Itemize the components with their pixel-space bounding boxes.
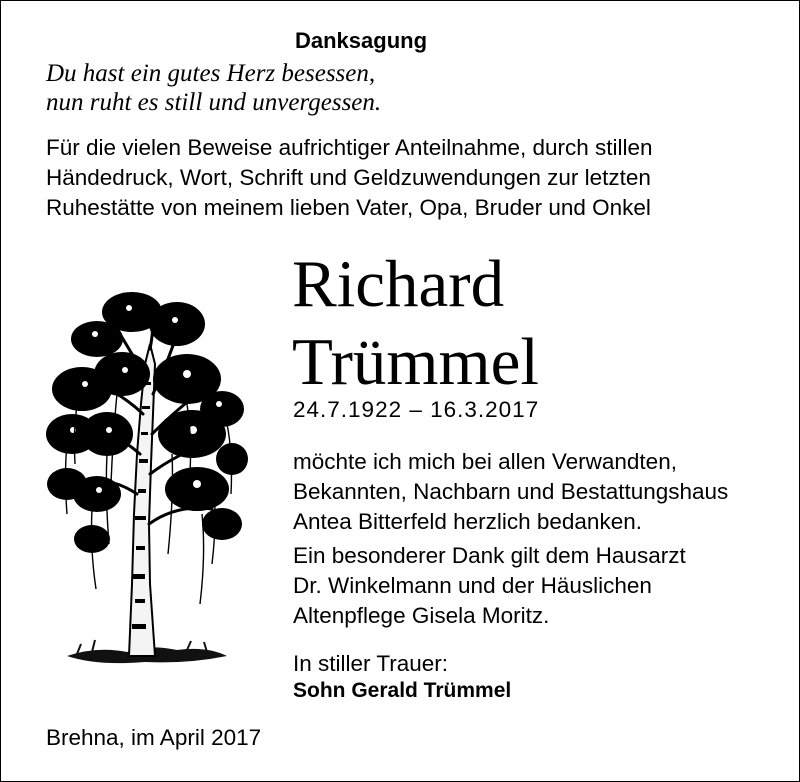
intro-line: Ruhestätte von meinem lieben Vater, Opa, Bruder und Onkel [46, 195, 651, 220]
poem [46, 59, 381, 117]
place-and-date: Brehna, im April 2017 [46, 725, 262, 750]
notice-heading: Danksagung [295, 28, 428, 53]
thanks-line: Bekannten, Nachbarn und Bestattungshaus [293, 479, 729, 504]
special-thanks-line: Altenpflege Gisela Moritz. [293, 603, 550, 628]
thanks-line: möchte ich mich bei allen Verwandten, [293, 449, 677, 474]
last-name: Trümmel [292, 325, 539, 399]
thanks-text [293, 447, 728, 537]
special-thanks-line: Dr. Winkelmann und der Häuslichen [293, 573, 652, 598]
poem-line: nun ruht es still und unvergessen. [46, 89, 382, 116]
intro-line: Händedruck, Wort, Schrift und Geldzuwendungen zur letzten [46, 165, 651, 190]
deceased-name [292, 245, 539, 401]
mourning-line: In stiller Trauer: [293, 651, 449, 676]
intro-line: Für die vielen Beweise aufrichtiger Anteilnahme, durch stillen [46, 135, 653, 160]
intro-text [46, 133, 653, 223]
special-thanks-text [293, 541, 686, 631]
poem-line: Du hast ein gutes Herz besessen, [46, 60, 376, 87]
birch-tree-icon [37, 284, 252, 669]
signer-name: Sohn Gerald Trümmel [293, 679, 512, 702]
special-thanks-line: Ein besonderer Dank gilt dem Hausarzt [293, 543, 686, 568]
life-dates: 24.7.1922 – 16.3.2017 [293, 397, 540, 422]
first-name: Richard [292, 247, 505, 321]
thanks-line: Antea Bitterfeld herzlich bedanken. [293, 509, 642, 534]
